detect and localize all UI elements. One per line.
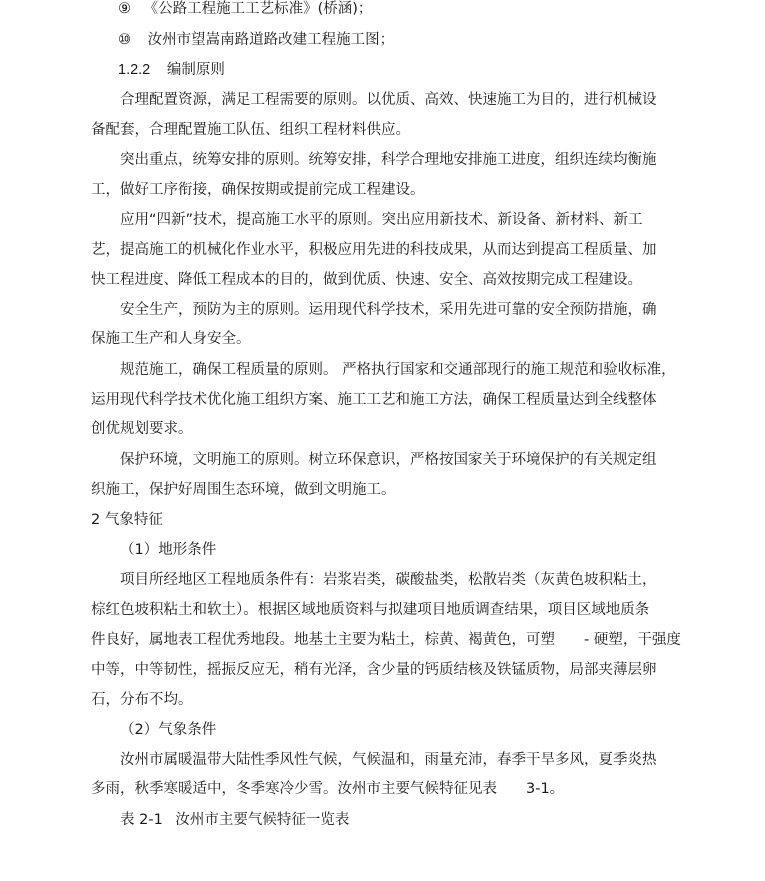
terrain-heading: （1）地形条件 [120, 542, 217, 558]
principle-line: 运用现代科学技术优化施工组织方案、施工工艺和施工方法，确保工程质量达到全线整体 [91, 392, 657, 408]
reference-9-text: 《公路工程施工工艺标准》(桥涵)； [143, 1, 373, 17]
terrain-line: 中等，中等韧性，摇振反应无，稍有光泽，含少量的钙质结核及铁锰质物，局部夹薄层卵 [91, 662, 657, 678]
principle-line: 工，做好工序衔接，确保按期或提前完成工程建设。 [91, 182, 425, 198]
principle-line: 创优规划要求。 [91, 421, 193, 437]
circled-number-10: ⑩ [118, 32, 131, 48]
principle-line: 规范施工，确保工程质量的原则。 严格执行国家和交通部现行的施工规范和验收标准， [120, 362, 676, 378]
reference-9 [118, 0, 372, 18]
principle-line: 突出重点，统筹安排的原则。统筹安排，科学合理地安排施工进度，组织连续均衡施 [120, 152, 657, 168]
principle-line: 保护环境，文明施工的原则。树立环保意识，严格按国家关于环境保护的有关规定组 [120, 452, 657, 468]
section-heading-2: 2 气象特征 [91, 512, 163, 528]
principle-line: 保施工生产和人身安全。 [91, 331, 251, 347]
principle-line: 快工程进度、降低工程成本的目的，做到优质、快速、安全、高效按期完成工程建设。 [91, 272, 642, 288]
section-number: 1.2.2 [118, 62, 151, 78]
climate-line: 多雨，秋季寒暖适中，冬季寒冷少雪。汝州市主要气候特征见表 3-1。 [91, 781, 565, 797]
terrain-line: 石，分布不均。 [91, 692, 193, 708]
table-caption-number: 表 2-1 [120, 812, 163, 828]
terrain-line: 件良好，属地表工程优秀地段。地基土主要为粘土，棕黄、褐黄色，可塑 - 硬塑，干强度 [91, 632, 681, 648]
circled-number-9: ⑨ [118, 1, 131, 17]
terrain-line: 项目所经地区工程地质条件有：岩浆岩类，碳酸盐类，松散岩类（灰黄色坡积粘土， [120, 572, 657, 588]
principle-line: 合理配置资源，满足工程需要的原则。以优质、高效、快速施工为目的，进行机械设 [120, 92, 657, 108]
principle-line: 备配套，合理配置施工队伍、组织工程材料供应。 [91, 122, 410, 138]
reference-10 [118, 31, 394, 49]
climate-heading: （2）气象条件 [120, 722, 217, 738]
section-heading-1-2-2 [118, 61, 225, 79]
principle-line: 艺，提高施工的机械化作业水平，积极应用先进的科技成果，从而达到提高工程质量、加 [91, 242, 657, 258]
climate-line: 汝州市属暖温带大陆性季风性气候，气候温和，雨量充沛，春季干旱多风，夏季炎热 [120, 752, 657, 768]
table-caption-title: 汝州市主要气候特征一览表 [175, 812, 350, 828]
reference-10-text: 汝州市望嵩南路道路改建工程施工图； [147, 32, 395, 48]
terrain-line: 棕红色坡积粘土和软土）。根据区域地质资料与拟建项目地质调查结果，项目区域地质条 [91, 602, 650, 618]
principle-line: 安全生产，预防为主的原则。运用现代科学技术，采用先进可靠的安全预防措施，确 [120, 302, 657, 318]
table-caption [120, 811, 349, 829]
principle-line: 应用“四新”技术，提高施工水平的原则。突出应用新技术、新设备、新材料、新工 [120, 212, 643, 228]
principle-line: 织施工，保护好周围生态环境，做到文明施工。 [91, 482, 396, 498]
section-title: 编制原则 [166, 62, 225, 78]
